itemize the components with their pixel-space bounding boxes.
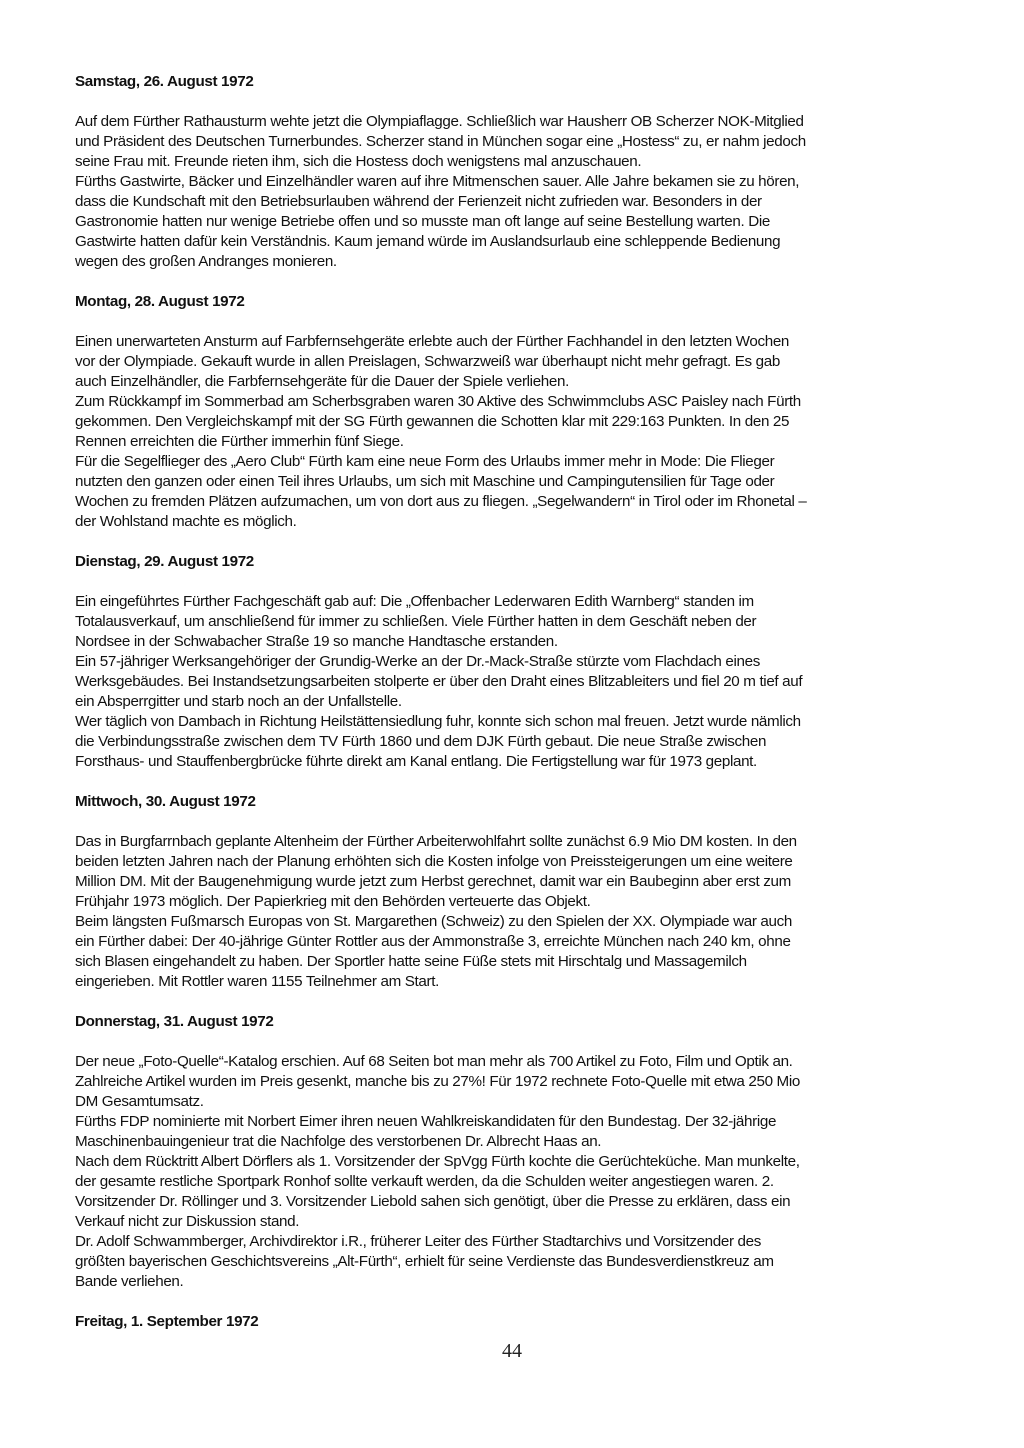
entry-date-heading: Samstag, 26. August 1972 (75, 73, 254, 90)
body-text-line: und Präsident des Deutschen Turnerbundes. Scherzer stand in München sogar eine „Hostess“ zu, er nahm jedoch (75, 133, 806, 150)
entry-date-heading: Freitag, 1. September 1972 (75, 1313, 259, 1330)
diary-entry (75, 1012, 955, 1292)
diary-entry (75, 72, 955, 272)
body-text-line: beiden letzten Jahren nach der Planung erhöhten sich die Kosten infolge von Preissteigerungen um eine weitere (75, 853, 793, 870)
body-text-line: Zahlreiche Artikel wurden im Preis gesenkt, manche bis zu 27%! Für 1972 rechnete Foto-Quelle mit etwa 250 Mio (75, 1073, 800, 1090)
body-text-line: wegen des großen Andranges monieren. (75, 253, 337, 270)
body-text-line: nutzten den ganzen oder einen Teil ihres Urlaubs, um sich mit Maschine und Campingutensilien für Tage oder (75, 473, 775, 490)
body-text-line: Einen unerwarteten Ansturm auf Farbfernsehgeräte erlebte auch der Fürther Fachhandel in den letzten Wochen (75, 333, 790, 350)
diary-entry (75, 792, 955, 992)
body-text-line: eingerieben. Mit Rottler waren 1155 Teilnehmer am Start. (75, 973, 439, 990)
body-text-line: Werksgebäudes. Bei Instandsetzungsarbeiten stolperte er über den Draht eines Blitzableiters und fiel 20 m tief auf (75, 673, 803, 690)
body-text-line: vor der Olympiade. Gekauft wurde in allen Preislagen, Schwarzweiß war überhaupt nicht mehr gefragt. Es gab (75, 353, 780, 370)
body-text-line: Bande verliehen. (75, 1273, 184, 1290)
body-text-line: Gastronomie hatten nur wenige Betriebe offen und so musste man oft lange auf seine Bestellung warten. Die (75, 213, 770, 230)
body-text-line: Auf dem Fürther Rathausturm wehte jetzt die Olympiaflagge. Schließlich war Hausherr OB Scherzer NOK-Mitglied (75, 113, 804, 130)
diary-entry (75, 1312, 955, 1332)
body-text-line: Der neue „Foto-Quelle“-Katalog erschien. Auf 68 Seiten bot man mehr als 700 Artikel zu Foto, Film und Optik an. (75, 1053, 793, 1070)
diary-entry (75, 552, 955, 772)
body-text-line: Beim längsten Fußmarsch Europas von St. Margarethen (Schweiz) zu den Spielen der XX. Olympiade war auch (75, 913, 792, 930)
body-text-line: Totalausverkauf, um anschließend für immer zu schließen. Viele Fürther hatten in dem Geschäft neben der (75, 613, 757, 630)
body-text-line: sich Blasen eingehandelt zu haben. Der Sportler hatte seine Füße stets mit Hirschtalg und Massagemilch (75, 953, 747, 970)
body-text-line: seine Frau mit. Freunde rieten ihm, sich die Hostess doch wenigstens mal anzuschauen. (75, 153, 642, 170)
body-text-line: ein Fürther dabei: Der 40-jährige Günter Rottler aus der Ammonstraße 3, erreichte München nach 240 km, ohne (75, 933, 791, 950)
body-text-line: Verkauf nicht zur Diskussion stand. (75, 1213, 300, 1230)
body-text-line: größten bayerischen Geschichtsvereins „Alt-Fürth“, erhielt für seine Verdienste das Bundesverdienstkreuz am (75, 1253, 774, 1270)
body-text-line: Gastwirte hatten dafür kein Verständnis. Kaum jemand würde im Auslandsurlaub eine schleppende Bedienung (75, 233, 781, 250)
body-text-line: Wer täglich von Dambach in Richtung Heilstättensiedlung fuhr, konnte sich schon mal freuen. Jetzt wurde nämlich (75, 713, 801, 730)
entry-date-heading: Montag, 28. August 1972 (75, 293, 245, 310)
body-text-line: Nach dem Rücktritt Albert Dörflers als 1. Vorsitzender der SpVgg Fürth kochte die Gerüchteküche. Man munkelte, (75, 1153, 800, 1170)
diary-entry (75, 292, 955, 532)
body-text-line: Maschinenbauingenieur trat die Nachfolge des verstorbenen Dr. Albrecht Haas an. (75, 1133, 602, 1150)
body-text-line: Million DM. Mit der Baugenehmigung wurde jetzt zum Herbst gerechnet, damit war ein Baubeginn aber erst zum (75, 873, 791, 890)
body-text-line: Für die Segelflieger des „Aero Club“ Fürth kam eine neue Form des Urlaubs immer mehr in Mode: Die Flieger (75, 453, 775, 470)
body-text-line: Forsthaus- und Stauffenbergbrücke führte direkt am Kanal entlang. Die Fertigstellung war für 1973 geplant. (75, 753, 757, 770)
page-number: 44 (502, 1340, 522, 1362)
page-content (75, 72, 955, 1352)
body-text-line: Rennen erreichten die Fürther immerhin fünf Siege. (75, 433, 404, 450)
body-text-line: Zum Rückkampf im Sommerbad am Scherbsgraben waren 30 Aktive des Schwimmclubs ASC Paisley nach Fürth (75, 393, 801, 410)
body-text-line: Fürths Gastwirte, Bäcker und Einzelhändler waren auf ihre Mitmenschen sauer. Alle Jahre bekamen sie zu hören, (75, 173, 800, 190)
body-text-line: der gesamte restliche Sportpark Ronhof sollte verkauft werden, da die Schulden weiter angestiegen waren. 2. (75, 1173, 774, 1190)
body-text-line: ein Absperrgitter und starb noch an der Unfallstelle. (75, 693, 402, 710)
entry-date-heading: Dienstag, 29. August 1972 (75, 553, 254, 570)
body-text-line: Das in Burgfarrnbach geplante Altenheim der Fürther Arbeiterwohlfahrt sollte zunächst 6.9 Mio DM kosten. In den (75, 833, 797, 850)
body-text-line: Vorsitzender Dr. Röllinger und 3. Vorsitzender Liebold sahen sich genötigt, über die Presse zu erklären, dass ein (75, 1193, 791, 1210)
body-text-line: Ein eingeführtes Fürther Fachgeschäft gab auf: Die „Offenbacher Lederwaren Edith Warnberg“ standen im (75, 593, 754, 610)
body-text-line: gekommen. Den Vergleichskampf mit der SG Fürth gewannen die Schotten klar mit 229:163 Punkten. In den 25 (75, 413, 790, 430)
body-text-line: Dr. Adolf Schwammberger, Archivdirektor i.R., früherer Leiter des Fürther Stadtarchivs und Vorsitzender des (75, 1233, 761, 1250)
body-text-line: Wochen zu fremden Plätzen aufzumachen, um von dort aus zu fliegen. „Segelwandern“ in Tirol oder im Rhonetal – (75, 493, 807, 510)
entry-date-heading: Mittwoch, 30. August 1972 (75, 793, 256, 810)
body-text-line: der Wohlstand machte es möglich. (75, 513, 297, 530)
body-text-line: Nordsee in der Schwabacher Straße 19 so manche Handtasche erstanden. (75, 633, 558, 650)
body-text-line: Fürths FDP nominierte mit Norbert Eimer ihren neuen Wahlkreiskandidaten für den Bundestag. Der 32-jährige (75, 1113, 777, 1130)
body-text-line: Ein 57-jähriger Werksangehöriger der Grundig-Werke an der Dr.-Mack-Straße stürzte vom Flachdach eines (75, 653, 760, 670)
entry-date-heading: Donnerstag, 31. August 1972 (75, 1013, 274, 1030)
body-text-line: die Verbindungsstraße zwischen dem TV Fürth 1860 und dem DJK Fürth gebaut. Die neue Straße zwischen (75, 733, 767, 750)
body-text-line: DM Gesamtumsatz. (75, 1093, 204, 1110)
body-text-line: Frühjahr 1973 möglich. Der Papierkrieg mit den Behörden verteuerte das Objekt. (75, 893, 591, 910)
body-text-line: dass die Kundschaft mit den Betriebsurlauben während der Ferienzeit nicht zufrieden war. Besonders in der (75, 193, 762, 210)
body-text-line: auch Einzelhändler, die Farbfernsehgeräte für die Dauer der Spiele verliehen. (75, 373, 569, 390)
